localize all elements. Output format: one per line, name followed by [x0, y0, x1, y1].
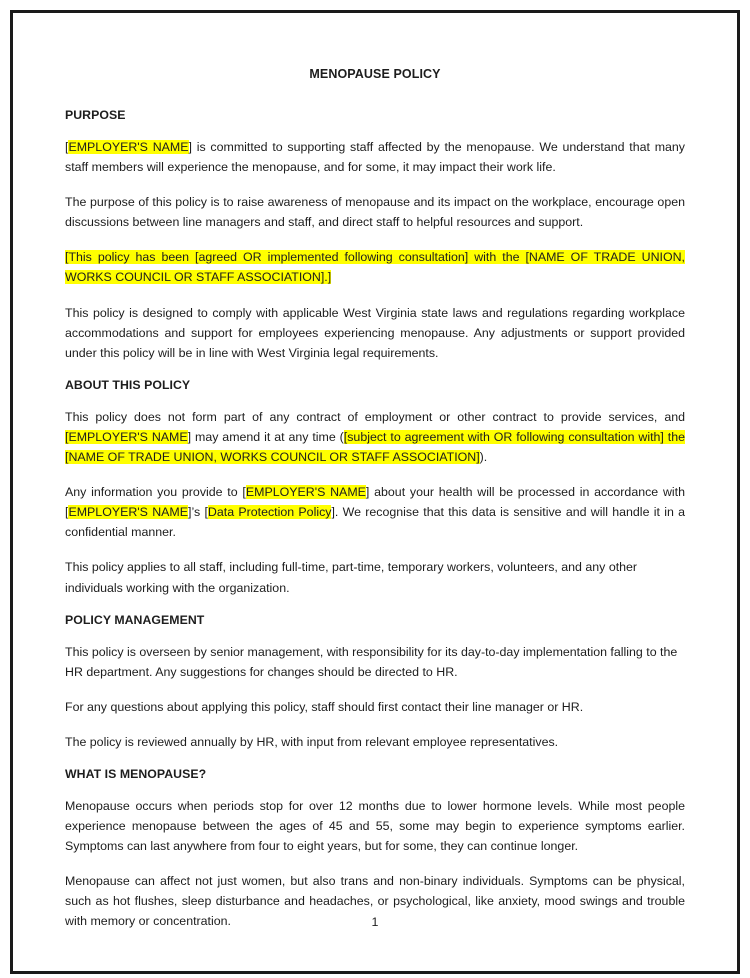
- section-heading-policy-management: POLICY MANAGEMENT: [65, 612, 205, 627]
- purpose-paragraph-4: This policy is designed to comply with applicable West Virginia state laws and regulations regarding workplace accommodations and support for employees experiencing menopause. Any adjustments or support provided under this policy will be in line with West Virginia legal requirements.: [65, 305, 685, 360]
- placeholder-employers-name: EMPLOYER'S NAME: [245, 485, 366, 500]
- about-paragraph-2: [65, 482, 685, 542]
- purpose-paragraph-1-text: ] is committed to supporting staff affected by the menopause. We understand that many staff members will experience the menopause, and for some, it may impact their work life.: [65, 140, 685, 175]
- what-is-menopause-paragraph-1: Menopause occurs when periods stop for over 12 months due to lower hormone levels. While most people experience menopause between the ages of 45 and 55, some may begin to experience symptoms earlier. Symptoms can last anywhere from four to eight years, but for some, they can continue longer.: [65, 798, 685, 854]
- about-paragraph-2-lead: Any information you provide to: [65, 485, 243, 500]
- about-paragraph-3: This policy applies to all staff, including full-time, part-time, temporary workers, volunteers, and any other individuals working with the organization.: [65, 560, 638, 595]
- about-paragraph-1-mid: ] may amend it at any time (: [187, 429, 344, 444]
- purpose-paragraph-2: The purpose of this policy is to raise awareness of menopause and its impact on the workplace, encourage open discussions between line managers and staff, and direct staff to helpful resources and support.: [65, 195, 685, 230]
- placeholder-employers-name: EMPLOYER'S NAME: [68, 140, 189, 154]
- section-heading-what-is-menopause: WHAT IS MENOPAUSE?: [65, 766, 207, 781]
- about-paragraph-1: [65, 407, 685, 467]
- about-paragraph-1-tail: ).: [479, 450, 488, 465]
- page-title: MENOPAUSE POLICY: [309, 67, 441, 81]
- about-paragraph-2-mid-2: ]’s [: [188, 505, 208, 520]
- placeholder-data-protection-policy: Data Protection Policy: [207, 505, 332, 520]
- placeholder-consultation-clause: [This policy has been [agreed OR implemented following consultation] with the [NAME OF TRADE UNION, WORKS COUNCIL OR STAFF ASSOCIATION].]: [65, 250, 685, 285]
- placeholder-agreement-clause: [subject to agreement with OR following consultation with] the [NAME OF TRADE UNION, WORKS COUNCIL OR STAFF ASSOCIATION]: [65, 429, 686, 465]
- policy-management-paragraph-1: This policy is overseen by senior management, with responsibility for its day-to-day implementation falling to the HR department. Any suggestions for changes should be directed to HR.: [65, 644, 678, 679]
- purpose-paragraph-3: [65, 247, 685, 287]
- about-paragraph-2-tail: ]. We recognise that this data is sensitive and will handle it in a confidential manner.: [65, 505, 685, 540]
- what-is-menopause-paragraph-2: Menopause can affect not just women, but also trans and non-binary individuals. Symptoms can be physical, such as hot flushes, sleep disturbance and headaches, or psychological, like anxiety, mood swings and trouble with memory or concentration.: [65, 874, 685, 929]
- document-body: [13, 13, 737, 971]
- policy-management-paragraph-3: The policy is reviewed annually by HR, with input from relevant employee representatives.: [65, 734, 559, 749]
- page-number: 1: [371, 915, 379, 929]
- bracket-open: [: [242, 485, 246, 500]
- placeholder-employers-name: [EMPLOYER'S NAME: [65, 429, 188, 444]
- about-paragraph-1-lead: This policy does not form part of any contract of employment or other contract to provide services, and: [65, 409, 685, 424]
- page-border-frame: [10, 10, 740, 974]
- about-paragraph-2-mid-1: ] about your health will be processed in accordance with [: [65, 485, 685, 520]
- policy-management-paragraph-2: For any questions about applying this policy, staff should first contact their line manager or HR.: [65, 699, 584, 714]
- section-heading-about-this-policy: ABOUT THIS POLICY: [65, 377, 191, 392]
- bracket-open: [: [65, 140, 69, 154]
- purpose-paragraph-1: [65, 137, 685, 177]
- placeholder-employers-name: EMPLOYER'S NAME: [68, 505, 189, 520]
- section-heading-purpose: PURPOSE: [65, 108, 126, 122]
